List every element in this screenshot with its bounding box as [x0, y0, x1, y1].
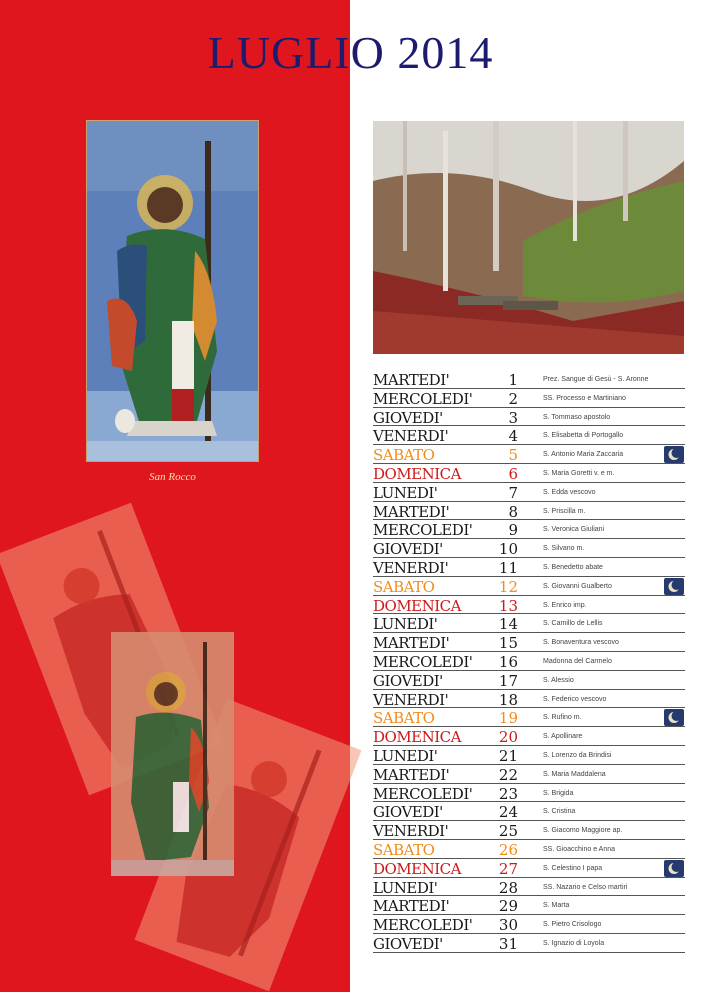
weekday-label: MARTEDI': [373, 897, 450, 916]
day-number: 30: [498, 916, 518, 935]
day-number: 4: [508, 427, 518, 446]
saint-of-day: S. Cristina: [543, 808, 576, 816]
weekday-label: VENERDI': [373, 427, 449, 446]
calendar-row: [373, 463, 685, 483]
day-number: 17: [498, 671, 518, 690]
day-number: 27: [498, 859, 518, 878]
calendar-row: [373, 632, 685, 652]
saint-of-day: Madonna del Carmelo: [543, 658, 612, 665]
saint-of-day: S. Bonaventura vescovo: [543, 639, 619, 647]
calendar-row: [373, 651, 685, 671]
saint-mosaic-image: [86, 120, 259, 462]
weekday-label: GIOVEDI': [373, 408, 443, 427]
saint-of-day: S. Alessio: [543, 676, 574, 684]
day-number: 13: [498, 596, 518, 615]
saint-of-day: S. Maria Maddalena: [543, 770, 606, 778]
saint-mosaic-illustration: [87, 121, 258, 461]
day-number: 8: [508, 502, 518, 521]
day-number: 15: [498, 634, 518, 653]
calendar-row: [373, 820, 685, 840]
day-number: 23: [498, 784, 518, 803]
weekday-label: MERCOLEDI': [373, 389, 473, 408]
saint-of-day: S. Tommaso apostolo: [543, 413, 611, 421]
saint-of-day: S. Antonio Maria Zaccaria: [543, 451, 624, 459]
calendar-row: [373, 858, 685, 878]
saint-of-day: S. Pietro Crisologo: [543, 921, 602, 929]
weekday-label: DOMENICA: [373, 859, 461, 878]
weekday-label: GIOVEDI': [373, 935, 443, 953]
calendar-row: [373, 839, 685, 859]
calendar-row: [373, 726, 685, 746]
saint-of-day: S. Enrico imp.: [543, 601, 587, 609]
saint-of-day: SS. Processo e Martiniano: [543, 394, 626, 402]
image-caption: San Rocco: [149, 471, 196, 483]
saint-of-day: S. Benedetto abate: [543, 564, 603, 571]
saint-of-day: S. Rufino m.: [543, 714, 582, 722]
calendar-row: [373, 670, 685, 690]
weekday-label: SABATO: [373, 446, 435, 465]
day-number: 7: [508, 483, 518, 502]
saint-of-day: S. Elisabetta di Portogallo: [543, 432, 624, 440]
calendar-row: [373, 538, 685, 558]
day-number: 5: [508, 446, 518, 465]
weekday-label: LUNEDI': [373, 615, 438, 634]
weekday-label: SABATO: [373, 709, 435, 728]
day-number: 20: [498, 728, 518, 747]
calendar-row: [373, 407, 685, 427]
weekday-label: LUNEDI': [373, 878, 438, 897]
weekday-label: GIOVEDI': [373, 671, 443, 690]
day-number: 29: [498, 897, 518, 916]
moon-phase-icon: [664, 446, 684, 463]
weekday-label: DOMENICA: [373, 465, 461, 483]
weekday-label: MERCOLEDI': [373, 784, 473, 803]
calendar-row: [373, 519, 685, 539]
calendar-row: [373, 914, 685, 934]
calendar-row: [373, 801, 685, 821]
saint-of-day: SS. Gioacchino e Anna: [543, 846, 615, 853]
page-title: LUGLIO 2014: [207, 27, 494, 78]
calendar-row: [373, 388, 685, 408]
weekday-label: MARTEDI': [373, 371, 450, 389]
weekday-label: VENERDI': [373, 559, 449, 577]
saint-of-day: S. Edda vescovo: [543, 488, 596, 496]
weekday-label: GIOVEDI': [373, 540, 443, 559]
weekday-label: MERCOLEDI': [373, 916, 473, 935]
saint-of-day: Prez. Sangue di Gesù - S. Aronne: [543, 376, 649, 383]
calendar-row: [373, 764, 685, 784]
calendar-row: [373, 369, 685, 389]
day-number: 1: [508, 371, 518, 389]
day-number: 18: [498, 690, 518, 709]
saint-of-day: S. Apollinare: [543, 733, 583, 741]
day-number: 9: [508, 521, 518, 540]
weekday-label: SABATO: [373, 841, 435, 859]
day-number: 21: [498, 747, 518, 765]
weekday-label: MARTEDI': [373, 765, 450, 784]
weekday-label: MARTEDI': [373, 502, 450, 521]
saint-of-day: S. Brigida: [543, 789, 574, 797]
calendar-row: [373, 576, 685, 596]
calendar-row: [373, 425, 685, 445]
calendar-row: [373, 444, 685, 464]
weekday-label: MARTEDI': [373, 634, 450, 653]
day-number: 10: [498, 540, 518, 559]
day-number: 26: [498, 841, 518, 859]
calendar-row: [373, 689, 685, 709]
weekday-label: LUNEDI': [373, 483, 438, 502]
saint-of-day: S. Camillo de Lellis: [543, 620, 603, 628]
calendar-row: [373, 933, 685, 953]
weekday-label: VENERDI': [373, 690, 449, 709]
day-number: 2: [508, 389, 518, 408]
weekday-label: MERCOLEDI': [373, 653, 473, 671]
saint-of-day: S. Federico vescovo: [543, 695, 607, 703]
day-number: 25: [498, 822, 518, 841]
saint-of-day: S. Lorenzo da Brindisi: [543, 752, 612, 759]
saint-of-day: S. Celestino I papa: [543, 864, 603, 872]
weekday-label: VENERDI': [373, 822, 449, 841]
weekday-label: LUNEDI': [373, 747, 438, 765]
day-number: 24: [498, 803, 518, 822]
day-number: 6: [508, 465, 518, 483]
weekday-label: GIOVEDI': [373, 803, 443, 822]
saint-of-day: S. Priscilla m.: [543, 507, 586, 515]
calendar-row: [373, 613, 685, 633]
saint-of-day: S. Giacomo Maggiore ap.: [543, 827, 623, 835]
forest-photo: [373, 121, 684, 354]
calendar-row: [373, 895, 685, 915]
day-number: 22: [498, 765, 518, 784]
calendar-row: [373, 557, 685, 577]
day-number: 31: [498, 935, 518, 953]
saint-of-day: S. Ignazio di Loyola: [543, 940, 605, 947]
decorative-ghost-image: [111, 632, 234, 876]
calendar-row: [373, 482, 685, 502]
day-number: 19: [498, 709, 518, 728]
saint-of-day: S. Veronica Giuliani: [543, 526, 605, 534]
moon-phase-icon: [664, 860, 684, 877]
calendar-row: [373, 877, 685, 897]
moon-phase-icon: [664, 709, 684, 726]
saint-of-day: SS. Nazario e Celso martiri: [543, 883, 628, 891]
day-number: 28: [498, 878, 518, 897]
weekday-label: MERCOLEDI': [373, 521, 473, 540]
moon-phase-icon: [664, 578, 684, 595]
saint-of-day: S. Maria Goretti v. e m.: [543, 470, 615, 477]
saint-of-day: S. Silvano m.: [543, 545, 585, 553]
weekday-label: SABATO: [373, 577, 435, 596]
weekday-label: DOMENICA: [373, 596, 461, 615]
weekday-label: DOMENICA: [373, 728, 461, 747]
calendar-row: [373, 595, 685, 615]
day-number: 16: [498, 653, 518, 671]
day-number: 14: [498, 615, 518, 634]
calendar-row: [373, 501, 685, 521]
calendar-list: [373, 369, 685, 951]
day-number: 3: [508, 408, 518, 427]
day-number: 12: [498, 577, 518, 596]
saint-of-day: S. Giovanni Gualberto: [543, 582, 612, 590]
saint-of-day: S. Marta: [543, 902, 570, 910]
calendar-row: [373, 707, 685, 727]
calendar-row: [373, 783, 685, 803]
calendar-row: [373, 745, 685, 765]
day-number: 11: [498, 559, 518, 577]
